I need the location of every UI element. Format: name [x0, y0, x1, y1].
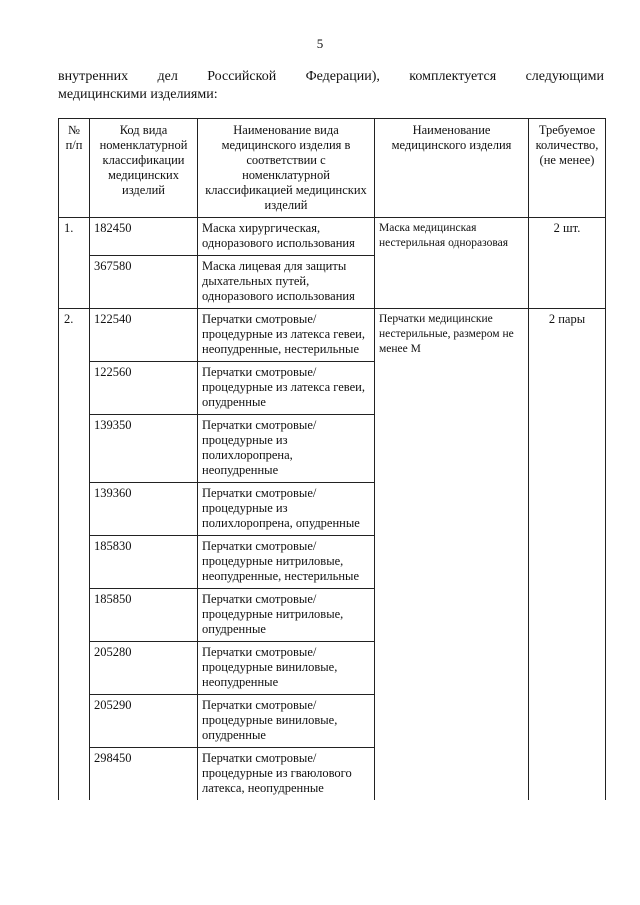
- classification-code: 122540: [90, 309, 198, 362]
- table-row: [59, 218, 606, 256]
- header-name: Наименование вида медицинского изделия в соответствии с номенклатурной классификацией медицинских изделий: [198, 119, 375, 218]
- classification-code: 367580: [90, 256, 198, 309]
- classification-code: 122560: [90, 362, 198, 415]
- classification-code: 182450: [90, 218, 198, 256]
- classification-code: 205290: [90, 695, 198, 748]
- row-number: 2.: [59, 309, 90, 801]
- row-number: 1.: [59, 218, 90, 309]
- required-quantity: 2 шт.: [529, 218, 606, 309]
- header-code: Код вида номенклатурной классификации медицинских изделий: [90, 119, 198, 218]
- page-number: 5: [316, 36, 324, 51]
- classification-name: Перчатки смотровые/процедурные из латекса гевеи, неопудренные, нестерильные: [198, 309, 375, 362]
- required-quantity: 2 пары: [529, 309, 606, 801]
- classification-name: Перчатки смотровые/процедурные нитриловые, неопудренные, нестерильные: [198, 536, 375, 589]
- medical-items-table: [58, 118, 606, 800]
- classification-name: Перчатки смотровые/процедурные из полихлоропрена, опудренные: [198, 483, 375, 536]
- intro-word: Федерации),: [305, 69, 380, 84]
- intro-word: Российской: [207, 69, 277, 84]
- medical-item-name: Перчатки медицинские нестерильные, размером не менее М: [375, 309, 529, 801]
- classification-code: 139360: [90, 483, 198, 536]
- classification-name: Перчатки смотровые/процедурные нитриловые, опудренные: [198, 589, 375, 642]
- classification-name: Перчатки смотровые/процедурные виниловые, опудренные: [198, 695, 375, 748]
- classification-name: Маска лицевая для защиты дыхательных путей, одноразового использования: [198, 256, 375, 309]
- header-medname: Наименование медицинского изделия: [375, 119, 529, 218]
- classification-name: Маска хирургическая, одноразового использования: [198, 218, 375, 256]
- classification-name: Перчатки смотровые/процедурные виниловые, неопудренные: [198, 642, 375, 695]
- medical-item-name: Маска медицинская нестерильная одноразовая: [375, 218, 529, 309]
- intro-line-2: медицинскими изделиями:: [58, 87, 218, 102]
- table-header-row: [59, 119, 606, 218]
- intro-line-1: [58, 68, 604, 86]
- classification-name: Перчатки смотровые/процедурные из гваюлового латекса, неопудренные: [198, 748, 375, 801]
- header-num: № п/п: [59, 119, 90, 218]
- intro-paragraph: [58, 68, 604, 104]
- intro-word: дел: [157, 69, 178, 84]
- table-row: [59, 309, 606, 362]
- classification-code: 298450: [90, 748, 198, 801]
- classification-code: 139350: [90, 415, 198, 483]
- intro-word: внутренних: [58, 69, 129, 84]
- classification-name: Перчатки смотровые/процедурные из латекса гевеи, опудренные: [198, 362, 375, 415]
- intro-word: следующими: [525, 69, 604, 84]
- classification-code: 185850: [90, 589, 198, 642]
- header-qty: Требуемое количество, (не менее): [529, 119, 606, 218]
- classification-name: Перчатки смотровые/процедурные из полихлоропрена, неопудренные: [198, 415, 375, 483]
- classification-code: 185830: [90, 536, 198, 589]
- classification-code: 205280: [90, 642, 198, 695]
- intro-word: комплектуется: [409, 69, 497, 84]
